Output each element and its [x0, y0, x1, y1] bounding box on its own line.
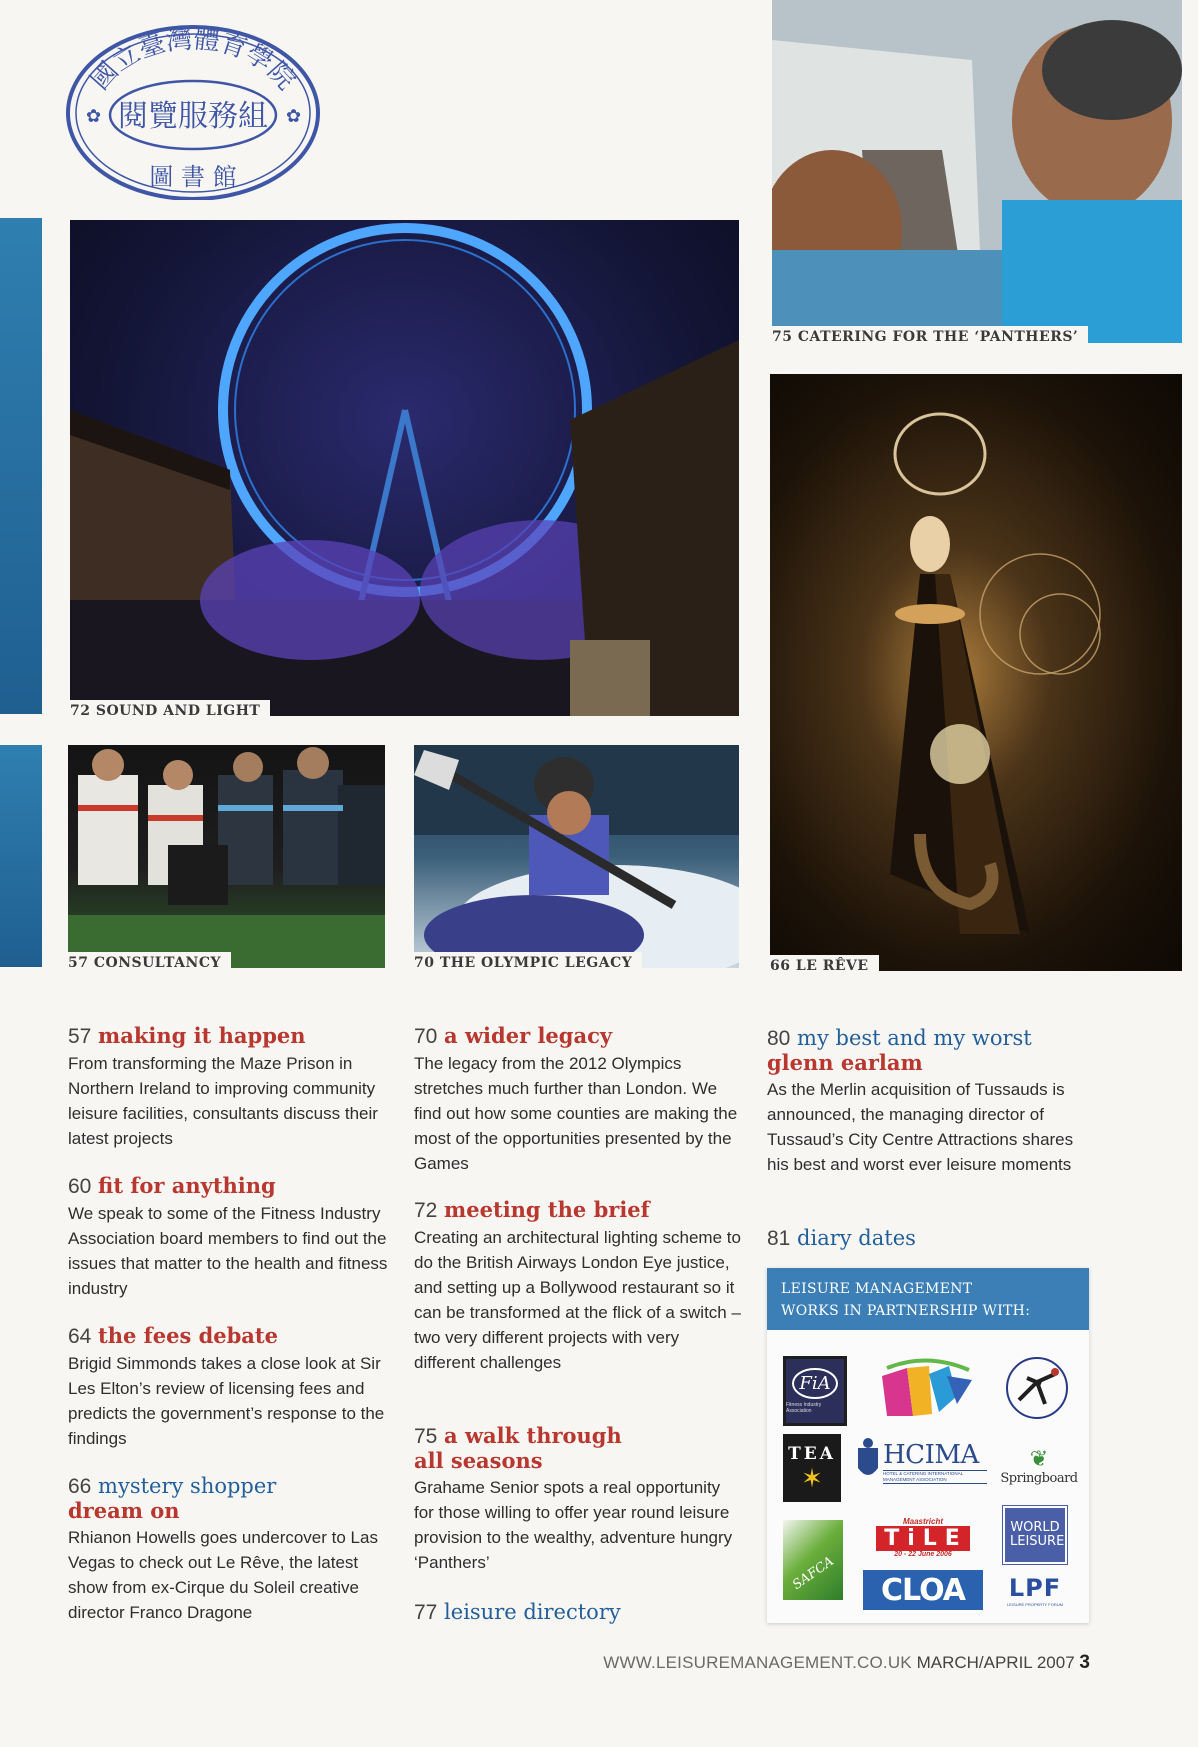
entry-title: meeting the brief: [444, 1197, 650, 1222]
photo-kayak: [414, 745, 739, 968]
partners-heading-line: WORKS IN PARTNERSHIP WITH:: [781, 1303, 1031, 1319]
entry-description: Brigid Simmonds takes a close look at Sir Les Elton’s review of licensing fees and predicts the government’s response to the findings: [68, 1354, 385, 1448]
leaf-icon: ❦: [1029, 1445, 1049, 1471]
tile-logo-top: Maastricht: [902, 1516, 943, 1526]
caption-london-eye: 72 SOUND AND LIGHT: [70, 700, 270, 720]
partners-heading-line: LEISURE MANAGEMENT: [781, 1281, 973, 1297]
entry-page-number: 81: [767, 1227, 791, 1250]
entry-subtitle: glenn earlam: [767, 1050, 923, 1075]
caption-panthers: 75 CATERING FOR THE ‘PANTHERS’: [772, 326, 1088, 346]
hcima-logo[interactable]: [883, 1432, 993, 1492]
safca-logo-text: SAFCA: [789, 1553, 837, 1593]
hcima-crest-icon: [855, 1436, 881, 1486]
springboard-logo[interactable]: [997, 1432, 1081, 1500]
cloa-logo[interactable]: [863, 1570, 983, 1610]
entry-title: fit for anything: [98, 1173, 276, 1198]
entry-subtitle: dream on: [68, 1498, 180, 1523]
entry-title: diary dates: [797, 1226, 916, 1250]
toc-entry-77[interactable]: [414, 1600, 744, 1625]
lpf-logo-text: LPF: [1008, 1573, 1062, 1602]
stamp-middle-text: 閱覽服務組: [118, 99, 268, 134]
entry-page-number: 66: [68, 1475, 92, 1498]
entry-page-number: 80: [767, 1027, 791, 1050]
footer-url[interactable]: WWW.LEISUREMANAGEMENT.CO.UK: [603, 1653, 912, 1672]
caption-kayak: 70 THE OLYMPIC LEGACY: [414, 952, 642, 972]
toc-entry-64[interactable]: [68, 1324, 398, 1451]
entry-description: As the Merlin acquisition of Tussauds is announced, the managing director of Tussaud’s City Centre Attractions shares his best and worst ever leisure moments: [767, 1080, 1074, 1174]
photo-le-reve: [770, 374, 1182, 971]
world-leisure-logo-text: WORLD LEISURE: [1010, 1520, 1065, 1549]
photo-panthers: [772, 0, 1182, 343]
entry-description: We speak to some of the Fitness Industry Association board members to find out the issues that matter to the health and fitness industry: [68, 1204, 388, 1298]
entry-title: mystery shopper: [98, 1474, 277, 1498]
page-number: 3: [1079, 1652, 1090, 1673]
entry-page-number: 70: [414, 1025, 438, 1048]
tea-logo-text: TEA: [788, 1444, 836, 1464]
entry-page-number: 64: [68, 1325, 92, 1348]
tile-logo-text: TiLE: [876, 1526, 970, 1551]
safca-logo[interactable]: [783, 1520, 843, 1600]
left-edge-bar: [0, 745, 42, 967]
svg-text:國立臺灣體育學院: [85, 24, 301, 95]
entry-description: From transforming the Maze Prison in Northern Ireland to improving community leisure facilities, consultants discuss their latest projects: [68, 1054, 378, 1148]
entry-page-number: 75: [414, 1425, 438, 1448]
toc-entry-66[interactable]: [68, 1474, 398, 1625]
hcima-logo-text: HCIMA: [883, 1440, 979, 1470]
toc-entry-81[interactable]: [767, 1226, 1097, 1251]
entry-page-number: 77: [414, 1601, 438, 1624]
library-stamp: [64, 20, 322, 205]
entry-description: The legacy from the 2012 Olympics stretches much further than London. We find out how some counties are making the most of the opportunities presented by the Games: [414, 1054, 738, 1173]
stamp-bottom-text: 圖 書 館: [149, 163, 237, 191]
entry-page-number: 57: [68, 1025, 92, 1048]
partners-panel: [767, 1268, 1089, 1623]
caption-le-reve: 66 LE RÊVE: [770, 955, 879, 975]
entry-title: making it happen: [98, 1023, 306, 1048]
entry-title: the fees debate: [98, 1323, 278, 1348]
toc-entry-70[interactable]: [414, 1024, 744, 1176]
stamp-flower-icon: ✿: [86, 106, 102, 127]
entry-description: Creating an architectural lighting scheme to do the British Airways London Eye justice, and setting up a Bollywood restaurant so it can be transformed at the flick of a switch – two very different projects with very different challenges: [414, 1228, 741, 1372]
isrm-logo[interactable]: [997, 1354, 1077, 1422]
star-icon: ✶: [801, 1463, 823, 1493]
caption-rugby: 57 CONSULTANCY: [68, 952, 231, 972]
partners-heading: [767, 1268, 1089, 1330]
fia-logo-text: FiA: [792, 1368, 837, 1399]
tile-logo-date: 20 - 22 June 2006: [894, 1550, 952, 1558]
toc-entry-72[interactable]: [414, 1198, 744, 1375]
entry-title: leisure directory: [444, 1600, 621, 1624]
hcima-logo-subtext: HOTEL & CATERING INTERNATIONAL MANAGEMENT ASSOCIATION: [883, 1470, 987, 1484]
lia-logo[interactable]: [877, 1356, 977, 1420]
world-leisure-logo[interactable]: [1003, 1506, 1067, 1564]
footer-issue: MARCH/APRIL 2007: [916, 1653, 1075, 1672]
toc-entry-75[interactable]: [414, 1424, 744, 1575]
stamp-flower-icon: ✿: [286, 106, 302, 127]
lpf-logo[interactable]: [995, 1568, 1075, 1612]
entry-page-number: 72: [414, 1199, 438, 1222]
entry-title: my best and my worst: [797, 1026, 1032, 1050]
toc-entry-57[interactable]: [68, 1024, 398, 1151]
cloa-logo-text: CLOA: [881, 1572, 965, 1608]
entry-subtitle: all seasons: [414, 1448, 543, 1473]
fia-logo-subtext: Fitness Industry Association: [786, 1402, 822, 1414]
tile-logo[interactable]: [863, 1506, 983, 1568]
fia-logo[interactable]: [783, 1356, 847, 1426]
entry-title: a walk through: [444, 1423, 622, 1448]
toc-entry-80[interactable]: [767, 1026, 1097, 1177]
stamp-top-text: 國立臺灣體育學院: [85, 24, 301, 96]
springboard-logo-text: Springboard: [1000, 1470, 1078, 1486]
lpf-logo-subtext: LEISURE PROPERTY FORUM: [1007, 1601, 1063, 1607]
entry-title: a wider legacy: [444, 1023, 613, 1048]
entry-description: Rhianon Howells goes undercover to Las Vegas to check out Le Rêve, the latest show from ex-Cirque du Soleil creative director Franco Dragone: [68, 1528, 378, 1622]
entry-description: Grahame Senior spots a real opportunity for those willing to offer year round leisure provision to the wealthy, adventure hungry ‘Panthers’: [414, 1478, 733, 1572]
left-edge-bar: [0, 218, 42, 714]
page-footer: [560, 1652, 1090, 1674]
entry-page-number: 60: [68, 1175, 92, 1198]
tea-logo[interactable]: [783, 1434, 841, 1502]
photo-rugby: [68, 745, 385, 968]
toc-entry-60[interactable]: [68, 1174, 398, 1301]
photo-london-eye: [70, 220, 739, 716]
